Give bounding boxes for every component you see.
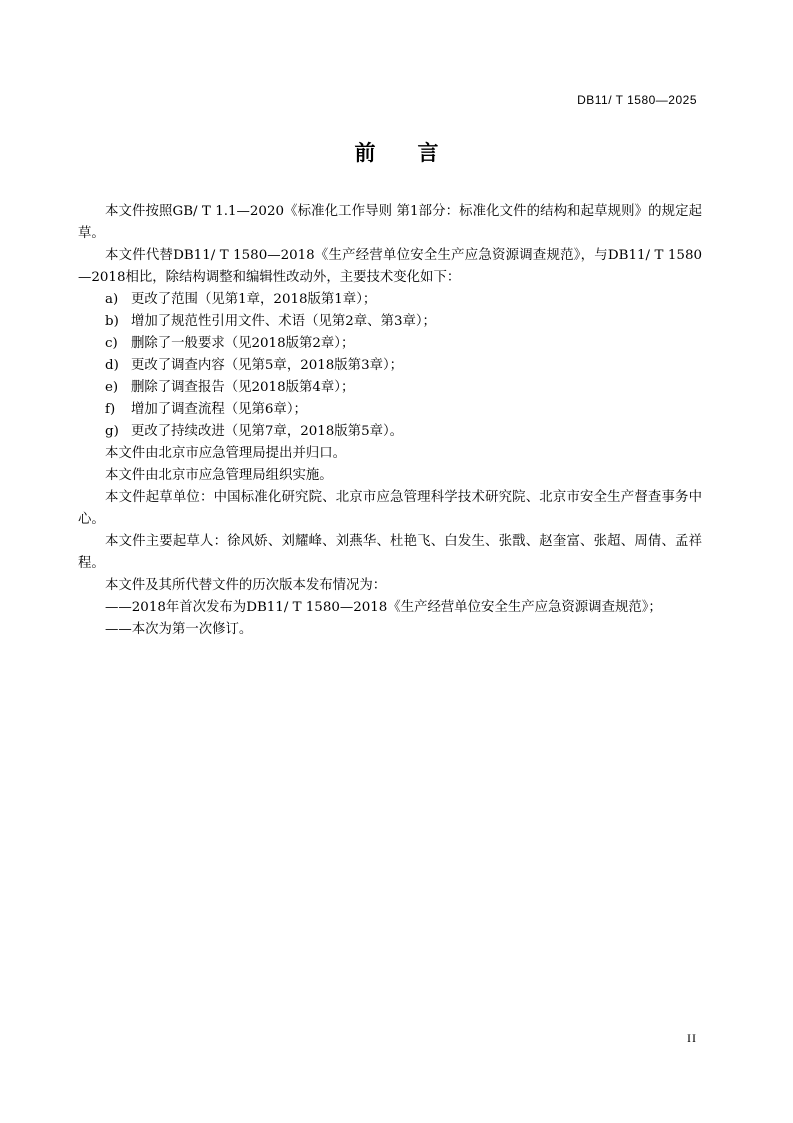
document-code: DB11/ T 1580—2025 [577, 93, 697, 107]
paragraph: 本文件由北京市应急管理局提出并归口。 [105, 446, 347, 461]
paragraph: 本文件起草单位：中国标准化研究院、北京市应急管理科学技术研究院、北京市安全生产督查事务中心。 [78, 490, 702, 527]
list-item [78, 355, 702, 377]
title-part-1: 前 [354, 141, 376, 165]
list-item-text: 增加了调查流程（见第6章）； [131, 402, 307, 417]
paragraph: 本文件代替DB11/ T 1580—2018《生产经营单位安全生产应急资源调查规范》，与DB11/ T 1580—2018相比，除结构调整和编辑性改动外，主要技术变化如下： [78, 248, 702, 285]
list-item-label: a) [105, 292, 119, 307]
list-item [78, 377, 702, 399]
list-item-label: d) [105, 358, 119, 373]
title-part-2: 言 [417, 141, 439, 165]
list-item-label: g) [105, 424, 119, 439]
list-item-label: f) [105, 402, 116, 417]
list-item-text: 更改了范围（见第1章，2018版第1章）； [131, 292, 377, 307]
list-item [78, 333, 702, 355]
paragraph: ——2018年首次发布为DB11/ T 1580—2018《生产经营单位安全生产应急资源调查规范》； [105, 600, 662, 615]
list-item-text: 增加了规范性引用文件、术语（见第2章、第3章）； [131, 314, 436, 329]
list-item-text: 删除了调查报告（见2018版第4章）； [131, 380, 355, 395]
list-item-label: c) [105, 336, 118, 351]
list-item-text: 更改了持续改进（见第7章，2018版第5章）。 [131, 424, 404, 439]
list-item [78, 421, 702, 443]
list-item [78, 311, 702, 333]
list-item-label: b) [105, 314, 119, 329]
paragraph: 本文件主要起草人：徐风娇、刘耀峰、刘燕华、杜艳飞、白发生、张戬、赵奎富、张超、周倩、孟祥程。 [78, 534, 702, 571]
paragraph: 本文件及其所代替文件的历次版本发布情况为： [105, 578, 387, 593]
list-item [78, 399, 702, 421]
document-body [78, 201, 702, 641]
list-item [78, 289, 702, 311]
list-item-text: 删除了一般要求（见2018版第2章）； [131, 336, 355, 351]
page-title [0, 137, 793, 167]
list-item-text: 更改了调查内容（见第5章，2018版第3章）； [131, 358, 404, 373]
paragraph: ——本次为第一次修订。 [105, 622, 253, 637]
list-item-label: e) [105, 380, 119, 395]
paragraph: 本文件由北京市应急管理局组织实施。 [105, 468, 333, 483]
page-number: II [687, 1031, 697, 1045]
paragraph: 本文件按照GB/ T 1.1—2020《标准化工作导则 第1部分：标准化文件的结构和起草规则》的规定起草。 [78, 204, 702, 241]
